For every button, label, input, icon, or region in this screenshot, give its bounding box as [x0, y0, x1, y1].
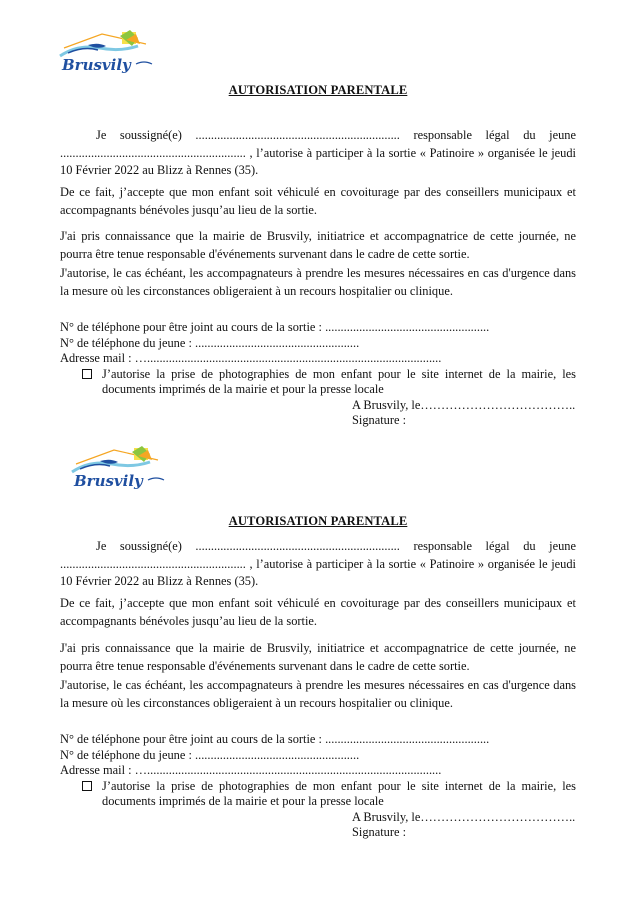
emergency-paragraph: J'autorise, le cas échéant, les accompagnateurs à prendre les mesures nécessaires en cas d'urgence dans la mesure où les circonstances obligeraient à un recours hospitalier ou clinique.: [60, 266, 576, 298]
place-date-field[interactable]: A Brusvily, le………………………………..: [352, 809, 576, 824]
photo-consent-checkbox[interactable]: [82, 781, 92, 791]
photo-consent-label: J’autorise la prise de photographies de mon enfant pour le site internet de la mairie, les documents imprimés de la mairie et pour la presse locale: [102, 366, 576, 396]
form-title: AUTORISATION PARENTALE: [228, 83, 408, 97]
photo-consent-row: [60, 367, 580, 398]
brusvily-logo: [50, 26, 160, 76]
parent-phone-field[interactable]: N° de téléphone pour être joint au cours de la sortie : .....................................................: [60, 320, 490, 334]
consent-paragraph: Je soussigné(e) .................................................................. responsable légal du jeune ............................................................ , l’autorise à participer à la sortie « Patinoire » organisée le jeudi 10 Février 2022 au Blizz à Rennes (35).: [60, 128, 576, 177]
authorization-form-bottom: [0, 410, 636, 850]
place-date-field[interactable]: A Brusvily, le………………………………..: [352, 397, 576, 412]
youth-phone-field[interactable]: N° de téléphone du jeune : .....................................................: [60, 747, 360, 762]
contact-fields: [60, 732, 580, 841]
consent-paragraph: Je soussigné(e) .................................................................. responsable légal du jeune ............................................................ , l’autorise à participer à la sortie « Patinoire » organisée le jeudi 10 Février 2022 au Blizz à Rennes (35).: [60, 539, 576, 588]
carpool-paragraph: De ce fait, j’accepte que mon enfant soit véhiculé en covoiturage par des conseillers municipaux et accompagnants bénévoles jusqu’au lieu de la sortie.: [60, 596, 576, 628]
signature-label: Signature :: [352, 825, 407, 839]
photo-consent-row: [60, 779, 580, 810]
liability-paragraph: J'ai pris connaissance que la mairie de Brusvily, initiatrice et accompagnatrice de cette journée, ne pourra être tenue responsable d'événements survenant dans le cadre de cette sortie.: [60, 641, 576, 673]
brusvily-logo: [62, 442, 172, 492]
youth-phone-field[interactable]: N° de téléphone du jeune : .....................................................: [60, 335, 360, 350]
liability-paragraph: J'ai pris connaissance que la mairie de Brusvily, initiatrice et accompagnatrice de cette journée, ne pourra être tenue responsable d'événements survenant dans le cadre de cette sortie.: [60, 229, 576, 261]
carpool-paragraph: De ce fait, j’accepte que mon enfant soit véhiculé en covoiturage par des conseillers municipaux et accompagnants bénévoles jusqu’au lieu de la sortie.: [60, 185, 576, 217]
authorization-form-top: [0, 0, 636, 440]
svg-text:Brusvily: Brusvily: [62, 56, 131, 74]
form-title: AUTORISATION PARENTALE: [228, 514, 408, 528]
emergency-paragraph: J'autorise, le cas échéant, les accompagnateurs à prendre les mesures nécessaires en cas d'urgence dans la mesure où les circonstances obligeraient à un recours hospitalier ou clinique.: [60, 678, 576, 710]
email-field[interactable]: Adresse mail : …...............................................................................................: [60, 763, 442, 777]
email-field[interactable]: Adresse mail : …...............................................................................................: [60, 351, 442, 365]
photo-consent-label: J’autorise la prise de photographies de mon enfant pour le site internet de la mairie, les documents imprimés de la mairie et pour la presse locale: [102, 778, 576, 808]
svg-text:Brusvily: Brusvily: [74, 472, 143, 490]
signature-label: Signature :: [352, 413, 407, 427]
photo-consent-checkbox[interactable]: [82, 369, 92, 379]
parent-phone-field[interactable]: N° de téléphone pour être joint au cours de la sortie : .....................................................: [60, 732, 490, 746]
